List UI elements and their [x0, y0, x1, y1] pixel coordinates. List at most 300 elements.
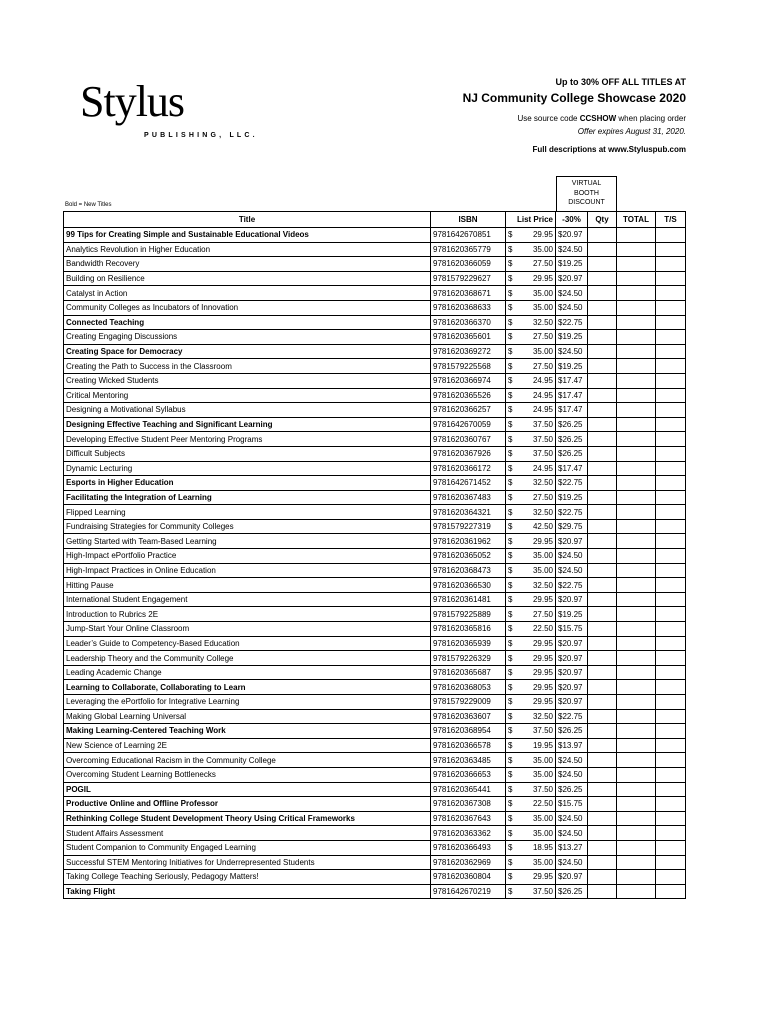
ts-cell[interactable] [656, 388, 686, 403]
list-price-cell [506, 417, 556, 432]
list-price-cell [506, 388, 556, 403]
book-title: Flipped Learning [64, 505, 431, 520]
currency-symbol: $ [508, 872, 513, 882]
list-price-cell [506, 257, 556, 272]
total-cell [617, 417, 656, 432]
ts-cell[interactable] [656, 242, 686, 257]
table-row [64, 505, 686, 520]
isbn-cell: 9781579229009 [431, 695, 506, 710]
isbn-cell: 9781620365526 [431, 388, 506, 403]
discount-price-cell: $17.47 [556, 388, 588, 403]
discount-price-cell: $22.75 [556, 505, 588, 520]
qty-input-cell[interactable] [588, 344, 617, 359]
price-value: 35.00 [532, 814, 553, 824]
discount-price-cell: $26.25 [556, 446, 588, 461]
discount-price-cell: $22.75 [556, 315, 588, 330]
price-value: 27.50 [532, 492, 553, 502]
list-price-cell [506, 636, 556, 651]
list-price-cell [506, 286, 556, 301]
total-cell [617, 476, 656, 491]
qty-input-cell[interactable] [588, 840, 617, 855]
qty-input-cell[interactable] [588, 607, 617, 622]
book-title: Leading Academic Change [64, 665, 431, 680]
price-value: 42.50 [532, 522, 553, 532]
isbn-cell: 9781620362969 [431, 855, 506, 870]
price-value: 35.00 [532, 244, 553, 254]
book-title: Leveraging the ePortfolio for Integrative Learning [64, 695, 431, 710]
discount-price-cell: $24.50 [556, 826, 588, 841]
qty-input-cell[interactable] [588, 782, 617, 797]
book-title: Creating Space for Democracy [64, 344, 431, 359]
list-price-cell [506, 709, 556, 724]
ts-cell[interactable] [656, 607, 686, 622]
discount-price-cell: $24.50 [556, 242, 588, 257]
ts-cell[interactable] [656, 767, 686, 782]
book-title: POGIL [64, 782, 431, 797]
ts-cell[interactable] [656, 738, 686, 753]
book-title: Getting Started with Team-Based Learning [64, 534, 431, 549]
ts-cell[interactable] [656, 432, 686, 447]
ts-cell[interactable] [656, 519, 686, 534]
list-price-cell [506, 884, 556, 899]
list-price-cell [506, 651, 556, 666]
table-row [64, 519, 686, 534]
discount-price-cell: $19.25 [556, 490, 588, 505]
qty-input-cell[interactable] [588, 315, 617, 330]
qty-input-cell[interactable] [588, 884, 617, 899]
discount-price-cell: $24.50 [556, 753, 588, 768]
ts-cell[interactable] [656, 271, 686, 286]
list-price-cell [506, 695, 556, 710]
total-cell [617, 242, 656, 257]
ts-cell[interactable] [656, 622, 686, 637]
qty-input-cell[interactable] [588, 724, 617, 739]
currency-symbol: $ [508, 303, 513, 313]
discount-price-cell: $17.47 [556, 461, 588, 476]
discount-price-cell: $22.75 [556, 476, 588, 491]
ts-cell[interactable] [656, 709, 686, 724]
ts-cell[interactable] [656, 490, 686, 505]
total-cell [617, 446, 656, 461]
discount-price-cell: $22.75 [556, 709, 588, 724]
qty-input-cell[interactable] [588, 797, 617, 812]
qty-input-cell[interactable] [588, 228, 617, 243]
list-price-cell [506, 446, 556, 461]
ts-cell[interactable] [656, 505, 686, 520]
ts-cell[interactable] [656, 359, 686, 374]
ts-cell[interactable] [656, 797, 686, 812]
isbn-cell: 9781579225568 [431, 359, 506, 374]
source-code-note: Use source code CCSHOW when placing order [517, 114, 686, 123]
price-value: 27.50 [532, 609, 553, 619]
discount-price-cell: $19.25 [556, 330, 588, 345]
qty-input-cell[interactable] [588, 680, 617, 695]
book-title: Taking College Teaching Seriously, Pedagogy Matters! [64, 870, 431, 885]
table-row [64, 680, 686, 695]
list-price-cell [506, 767, 556, 782]
qty-input-cell[interactable] [588, 271, 617, 286]
total-cell [617, 505, 656, 520]
qty-input-cell[interactable] [588, 592, 617, 607]
discount-price-cell: $24.50 [556, 549, 588, 564]
currency-symbol: $ [508, 492, 513, 502]
isbn-cell: 9781620365779 [431, 242, 506, 257]
qty-input-cell[interactable] [588, 286, 617, 301]
price-value: 24.95 [532, 463, 553, 473]
qty-input-cell[interactable] [588, 855, 617, 870]
list-price-cell [506, 753, 556, 768]
list-price-cell [506, 549, 556, 564]
list-price-cell [506, 476, 556, 491]
list-price-cell [506, 607, 556, 622]
table-row [64, 344, 686, 359]
isbn-cell: 9781620366370 [431, 315, 506, 330]
discount-price-cell: $20.97 [556, 534, 588, 549]
ts-cell[interactable] [656, 563, 686, 578]
qty-input-cell[interactable] [588, 257, 617, 272]
discount-price-cell: $20.97 [556, 228, 588, 243]
total-cell [617, 622, 656, 637]
discount-price-cell: $29.75 [556, 519, 588, 534]
qty-input-cell[interactable] [588, 519, 617, 534]
qty-input-cell[interactable] [588, 870, 617, 885]
book-title: 99 Tips for Creating Simple and Sustainable Educational Videos [64, 228, 431, 243]
currency-symbol: $ [508, 361, 513, 371]
discount-price-cell: $20.97 [556, 665, 588, 680]
qty-input-cell[interactable] [588, 811, 617, 826]
list-price-cell [506, 373, 556, 388]
ts-cell[interactable] [656, 315, 686, 330]
ts-cell[interactable] [656, 476, 686, 491]
isbn-cell: 9781620366257 [431, 403, 506, 418]
total-cell [617, 680, 656, 695]
table-row [64, 563, 686, 578]
book-title: Successful STEM Mentoring Initiatives for Underrepresented Students [64, 855, 431, 870]
discount-price-cell: $19.25 [556, 607, 588, 622]
price-value: 32.50 [532, 580, 553, 590]
isbn-cell: 9781620366059 [431, 257, 506, 272]
ts-cell[interactable] [656, 257, 686, 272]
ts-cell[interactable] [656, 724, 686, 739]
offer-headline: Up to 30% OFF ALL TITLES AT [555, 77, 686, 87]
total-cell [617, 373, 656, 388]
list-price-cell [506, 738, 556, 753]
discount-price-cell: $24.50 [556, 811, 588, 826]
list-price-cell [506, 432, 556, 447]
total-cell [617, 724, 656, 739]
table-row [64, 242, 686, 257]
list-price-cell [506, 797, 556, 812]
isbn-cell: 9781620363485 [431, 753, 506, 768]
table-header-row [64, 212, 686, 228]
isbn-cell: 9781620361481 [431, 592, 506, 607]
ts-cell[interactable] [656, 840, 686, 855]
table-row [64, 490, 686, 505]
qty-input-cell[interactable] [588, 330, 617, 345]
total-cell [617, 695, 656, 710]
discount-price-cell: $15.75 [556, 797, 588, 812]
qty-input-cell[interactable] [588, 695, 617, 710]
qty-input-cell[interactable] [588, 549, 617, 564]
ts-cell[interactable] [656, 782, 686, 797]
currency-symbol: $ [508, 857, 513, 867]
discount-price-cell: $24.50 [556, 855, 588, 870]
price-value: 29.95 [532, 682, 553, 692]
isbn-cell: 9781620366974 [431, 373, 506, 388]
total-cell [617, 636, 656, 651]
book-title: Creating Wicked Students [64, 373, 431, 388]
ts-cell[interactable] [656, 680, 686, 695]
price-value: 35.00 [532, 303, 553, 313]
total-cell [617, 490, 656, 505]
ts-cell[interactable] [656, 811, 686, 826]
book-title: Creating Engaging Discussions [64, 330, 431, 345]
total-cell [617, 344, 656, 359]
ts-cell[interactable] [656, 228, 686, 243]
list-price-cell [506, 403, 556, 418]
ts-cell[interactable] [656, 870, 686, 885]
isbn-cell: 9781620368954 [431, 724, 506, 739]
qty-input-cell[interactable] [588, 753, 617, 768]
qty-input-cell[interactable] [588, 505, 617, 520]
qty-input-cell[interactable] [588, 709, 617, 724]
isbn-cell: 9781642670851 [431, 228, 506, 243]
price-value: 22.50 [532, 799, 553, 809]
qty-input-cell[interactable] [588, 388, 617, 403]
ts-cell[interactable] [656, 417, 686, 432]
table-row [64, 286, 686, 301]
ts-cell[interactable] [656, 753, 686, 768]
isbn-cell: 9781579227319 [431, 519, 506, 534]
ts-cell[interactable] [656, 549, 686, 564]
list-price-cell [506, 359, 556, 374]
list-price-cell [506, 534, 556, 549]
list-price-cell [506, 271, 556, 286]
ts-cell[interactable] [656, 665, 686, 680]
currency-symbol: $ [508, 507, 513, 517]
isbn-cell: 9781620368671 [431, 286, 506, 301]
ts-cell[interactable] [656, 461, 686, 476]
table-row [64, 388, 686, 403]
currency-symbol: $ [508, 828, 513, 838]
price-value: 32.50 [532, 711, 553, 721]
qty-input-cell[interactable] [588, 300, 617, 315]
isbn-cell: 9781620368633 [431, 300, 506, 315]
ts-cell[interactable] [656, 695, 686, 710]
ts-cell[interactable] [656, 534, 686, 549]
ts-cell[interactable] [656, 403, 686, 418]
table-row [64, 855, 686, 870]
isbn-cell: 9781620366172 [431, 461, 506, 476]
isbn-cell: 9781642670059 [431, 417, 506, 432]
currency-symbol: $ [508, 770, 513, 780]
qty-input-cell[interactable] [588, 242, 617, 257]
currency-symbol: $ [508, 478, 513, 488]
col-ts: T/S [656, 212, 686, 228]
list-price-cell [506, 563, 556, 578]
ts-cell[interactable] [656, 373, 686, 388]
price-value: 37.50 [532, 434, 553, 444]
table-row [64, 417, 686, 432]
price-value: 32.50 [532, 478, 553, 488]
qty-input-cell[interactable] [588, 432, 617, 447]
order-table [63, 211, 686, 899]
qty-input-cell[interactable] [588, 534, 617, 549]
isbn-cell: 9781620367308 [431, 797, 506, 812]
price-value: 35.00 [532, 857, 553, 867]
qty-input-cell[interactable] [588, 767, 617, 782]
book-title: Productive Online and Offline Professor [64, 797, 431, 812]
isbn-cell: 9781579226329 [431, 651, 506, 666]
table-row [64, 811, 686, 826]
discount-price-cell: $24.50 [556, 767, 588, 782]
discount-price-cell: $19.25 [556, 359, 588, 374]
price-value: 29.95 [532, 653, 553, 663]
qty-input-cell[interactable] [588, 461, 617, 476]
list-price-cell [506, 592, 556, 607]
price-value: 35.00 [532, 770, 553, 780]
qty-input-cell[interactable] [588, 578, 617, 593]
ts-cell[interactable] [656, 592, 686, 607]
currency-symbol: $ [508, 843, 513, 853]
discount-price-cell: $26.25 [556, 884, 588, 899]
book-title: High-Impact Practices in Online Education [64, 563, 431, 578]
isbn-cell: 9781620364321 [431, 505, 506, 520]
isbn-cell: 9781620367643 [431, 811, 506, 826]
price-value: 29.95 [532, 274, 553, 284]
col-discount: -30% [556, 212, 588, 228]
qty-input-cell[interactable] [588, 738, 617, 753]
qty-input-cell[interactable] [588, 651, 617, 666]
book-title: Catalyst in Action [64, 286, 431, 301]
currency-symbol: $ [508, 653, 513, 663]
currency-symbol: $ [508, 347, 513, 357]
list-price-cell [506, 811, 556, 826]
total-cell [617, 840, 656, 855]
qty-input-cell[interactable] [588, 826, 617, 841]
list-price-cell [506, 680, 556, 695]
ts-cell[interactable] [656, 884, 686, 899]
isbn-cell: 9781579229627 [431, 271, 506, 286]
discount-price-cell: $13.97 [556, 738, 588, 753]
book-title: Making Global Learning Universal [64, 709, 431, 724]
discount-price-cell: $20.97 [556, 870, 588, 885]
qty-input-cell[interactable] [588, 373, 617, 388]
ts-cell[interactable] [656, 286, 686, 301]
ts-cell[interactable] [656, 344, 686, 359]
logo-subtitle: PUBLISHING, LLC. [144, 132, 258, 139]
currency-symbol: $ [508, 784, 513, 794]
book-title: Leadership Theory and the Community College [64, 651, 431, 666]
ts-cell[interactable] [656, 300, 686, 315]
list-price-cell [506, 724, 556, 739]
price-value: 35.00 [532, 551, 553, 561]
ts-cell[interactable] [656, 446, 686, 461]
qty-input-cell[interactable] [588, 665, 617, 680]
currency-symbol: $ [508, 522, 513, 532]
ts-cell[interactable] [656, 636, 686, 651]
total-cell [617, 826, 656, 841]
total-cell [617, 665, 656, 680]
price-value: 27.50 [532, 332, 553, 342]
book-title: Overcoming Student Learning Bottlenecks [64, 767, 431, 782]
book-title: Community Colleges as Incubators of Innovation [64, 300, 431, 315]
ts-cell[interactable] [656, 826, 686, 841]
table-row [64, 753, 686, 768]
isbn-cell: 9781620361962 [431, 534, 506, 549]
col-list-price: List Price [506, 212, 556, 228]
discount-price-cell: $20.97 [556, 651, 588, 666]
book-title: Connected Teaching [64, 315, 431, 330]
qty-input-cell[interactable] [588, 403, 617, 418]
list-price-cell [506, 578, 556, 593]
discount-price-cell: $22.75 [556, 578, 588, 593]
total-cell [617, 855, 656, 870]
table-row [64, 840, 686, 855]
book-title: Jump-Start Your Online Classroom [64, 622, 431, 637]
qty-input-cell[interactable] [588, 476, 617, 491]
book-title: Student Affairs Assessment [64, 826, 431, 841]
ts-cell[interactable] [656, 578, 686, 593]
booth-discount-header: VIRTUAL BOOTH DISCOUNT [556, 176, 617, 211]
book-title: Taking Flight [64, 884, 431, 899]
qty-input-cell[interactable] [588, 490, 617, 505]
qty-input-cell[interactable] [588, 636, 617, 651]
total-cell [617, 651, 656, 666]
table-row [64, 695, 686, 710]
price-value: 29.95 [532, 638, 553, 648]
table-row [64, 257, 686, 272]
list-price-cell [506, 490, 556, 505]
website-link[interactable]: Full descriptions at www.Styluspub.com [532, 145, 686, 154]
total-cell [617, 271, 656, 286]
qty-input-cell[interactable] [588, 359, 617, 374]
discount-price-cell: $20.97 [556, 592, 588, 607]
list-price-cell [506, 855, 556, 870]
table-row [64, 665, 686, 680]
qty-input-cell[interactable] [588, 446, 617, 461]
discount-price-cell: $24.50 [556, 344, 588, 359]
price-value: 29.95 [532, 230, 553, 240]
list-price-cell [506, 461, 556, 476]
book-title: Dynamic Lecturing [64, 461, 431, 476]
list-price-cell [506, 840, 556, 855]
source-code: CCSHOW [579, 114, 617, 123]
price-value: 35.00 [532, 565, 553, 575]
ts-cell[interactable] [656, 855, 686, 870]
ts-cell[interactable] [656, 330, 686, 345]
table-row [64, 228, 686, 243]
ts-cell[interactable] [656, 651, 686, 666]
list-price-cell [506, 315, 556, 330]
qty-input-cell[interactable] [588, 622, 617, 637]
discount-price-cell: $13.27 [556, 840, 588, 855]
currency-symbol: $ [508, 288, 513, 298]
book-title: New Science of Learning 2E [64, 738, 431, 753]
qty-input-cell[interactable] [588, 563, 617, 578]
currency-symbol: $ [508, 317, 513, 327]
isbn-cell: 9781579225889 [431, 607, 506, 622]
book-title: Fundraising Strategies for Community Colleges [64, 519, 431, 534]
price-value: 18.95 [532, 843, 553, 853]
total-cell [617, 592, 656, 607]
book-title: International Student Engagement [64, 592, 431, 607]
qty-input-cell[interactable] [588, 417, 617, 432]
discount-price-cell: $20.97 [556, 680, 588, 695]
price-value: 24.95 [532, 405, 553, 415]
col-qty: Qty [588, 212, 617, 228]
total-cell [617, 797, 656, 812]
